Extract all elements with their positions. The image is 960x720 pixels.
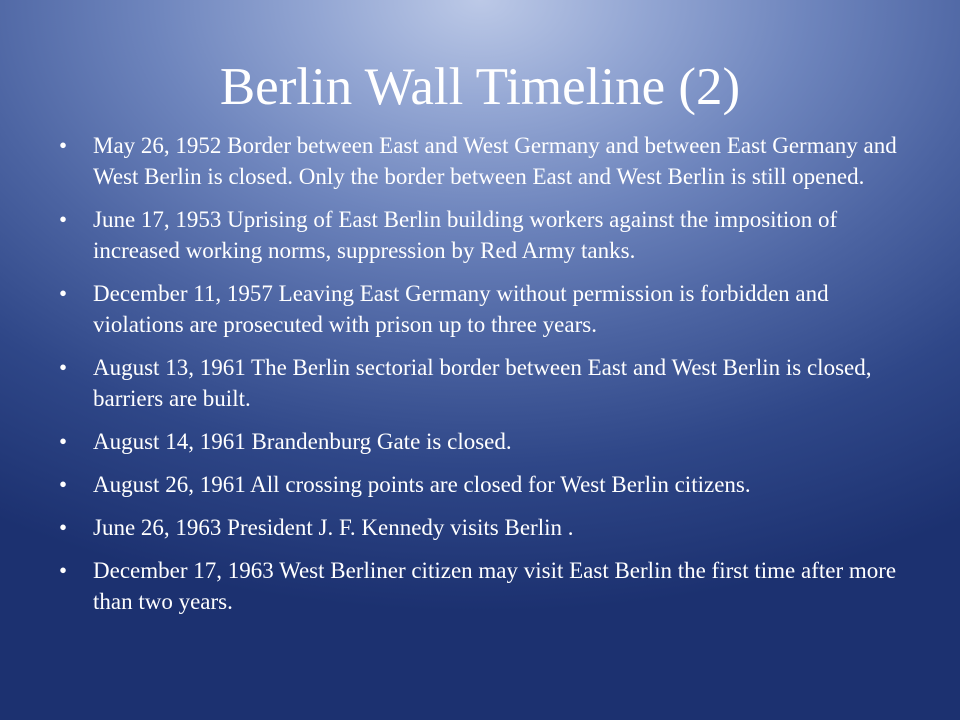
bullet-text: May 26, 1952 Border between East and West Germany and between East Germany and West Berlin is closed. Only the border between East and West Berlin is still opened. — [93, 133, 897, 189]
bullet-text: December 11, 1957 Leaving East Germany without permission is forbidden and violations are prosecuted with prison up to three years. — [93, 281, 829, 337]
bullet-text: August 13, 1961 The Berlin sectorial border between East and West Berlin is closed, barriers are built. — [93, 355, 872, 411]
list-item — [57, 426, 915, 457]
bullet-text: December 17, 1963 West Berliner citizen may visit East Berlin the first time after more than two years. — [93, 558, 897, 614]
slide-title: Berlin Wall Timeline (2) — [219, 58, 741, 116]
bullet-icon: • — [59, 558, 68, 583]
list-item — [57, 352, 915, 414]
bullet-icon: • — [59, 472, 68, 497]
bullet-text: August 14, 1961 Brandenburg Gate is closed. — [93, 429, 512, 454]
bullet-list — [57, 130, 915, 629]
bullet-icon: • — [59, 133, 68, 158]
bullet-text: August 26, 1961 All crossing points are closed for West Berlin citizens. — [93, 472, 751, 497]
bullet-icon: • — [59, 207, 68, 232]
bullet-text: June 17, 1953 Uprising of East Berlin building workers against the imposition of increased working norms, suppression by Red Army tanks. — [93, 207, 838, 263]
list-item — [57, 469, 915, 500]
list-item — [57, 512, 915, 543]
bullet-icon: • — [59, 355, 68, 380]
bullet-icon: • — [59, 515, 68, 540]
bullet-icon: • — [59, 281, 68, 306]
list-item — [57, 204, 915, 266]
bullet-icon: • — [59, 429, 68, 454]
list-item — [57, 130, 915, 192]
list-item — [57, 555, 915, 617]
list-item — [57, 278, 915, 340]
bullet-text: June 26, 1963 President J. F. Kennedy visits Berlin . — [93, 515, 574, 540]
